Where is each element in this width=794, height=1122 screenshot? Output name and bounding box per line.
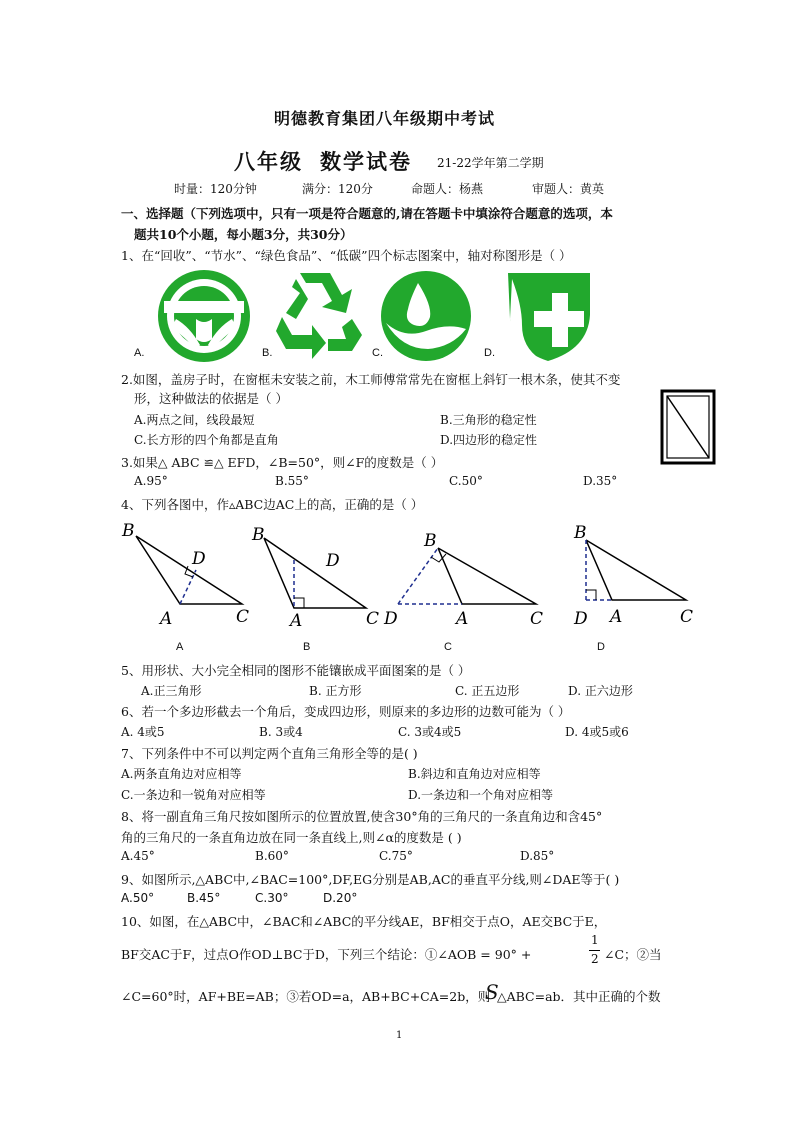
q8-option-c: C.75°: [379, 849, 413, 863]
school-title: 明德教育集团八年级期中考试: [274, 109, 496, 128]
q5-option-d: D. 正六边形: [568, 684, 633, 698]
q5-option-a: A.正三角形: [141, 684, 202, 698]
q4a-point-d: D: [192, 549, 206, 569]
q4d-point-a: A: [610, 607, 623, 627]
q8-text-line2: 角的三角尺的一条直角边放在同一条直线上,则∠α的度数是 ( ): [121, 830, 462, 845]
grade-label: 八年级: [234, 149, 303, 174]
q3-option-b: B.55°: [275, 474, 309, 488]
q4-label-a: A: [176, 641, 184, 653]
q1-text: 1、在“回收”、“节水”、“绿色食品”、“低碳”四个标志图案中，轴对称图形是（ ）: [121, 248, 572, 263]
q4c-point-d: D: [384, 609, 398, 629]
exam-time: 时量：120分钟: [174, 182, 257, 196]
q1-label-b: B.: [262, 347, 273, 359]
page-number: 1: [396, 1030, 403, 1041]
q6-option-d: D. 4或5或6: [565, 725, 629, 739]
q7-option-c: C.一条边和一锐角对应相等: [121, 788, 266, 802]
q6-option-a: A. 4或5: [121, 725, 165, 739]
q5-text: 5、用形状、大小完全相同的图形不能镶嵌成平面图案的是（ ）: [121, 663, 471, 678]
q4-figure-c: [383, 531, 543, 629]
q4-triangles-figure: [118, 520, 718, 660]
subject-label: 数学试卷: [320, 149, 412, 174]
q10-text-line2b: ∠C；②当: [604, 947, 662, 962]
q4a-point-a: A: [160, 609, 173, 629]
q10-fraction-denominator: 2: [591, 952, 599, 966]
q4c-point-c: C: [530, 609, 544, 629]
q2-option-c: C.长方形的四个角都是直角: [134, 433, 279, 447]
q8-option-a: A.45°: [121, 849, 155, 863]
exam-score: 满分：120分: [302, 182, 373, 196]
q2-text-line1: 2.如图，盖房子时，在窗框未安装之前，木工师傅常常先在窗框上斜钉一根木条，使其不变: [121, 372, 621, 387]
q10-fraction-bar: [589, 950, 600, 951]
q10-text-line2a: BF交AC于F，过点O作OD⊥BC于D，下列三个结论：①∠AOB = 90° +: [121, 947, 532, 962]
water-saving-logo-icon: [381, 271, 471, 361]
q3-option-d: D.35°: [583, 474, 618, 488]
q10-text-line3b: △ABC=ab．其中正确的个数: [497, 989, 661, 1004]
q7-option-a: A.两条直角边对应相等: [121, 767, 242, 781]
q6-option-b: B. 3或4: [259, 725, 303, 739]
window-frame-figure: [660, 389, 720, 469]
q7-text: 7、下列条件中不可以判定两个直角三角形全等的是( ): [121, 746, 418, 761]
q5-option-c: C. 正五边形: [455, 684, 520, 698]
q8-option-b: B.60°: [255, 849, 289, 863]
q7-option-d: D.一条边和一个角对应相等: [408, 788, 554, 802]
q4c-point-a: A: [456, 609, 469, 629]
term-label: 21-22学年第二学期: [437, 156, 544, 170]
q2-option-b: B.三角形的稳定性: [440, 413, 537, 427]
q4-figure-a: [121, 521, 249, 629]
q10-text-line3a: ∠C=60°时，AF+BE=AB；③若OD=a，AB+BC+CA=2b，则: [121, 989, 491, 1004]
q9-option-a: A.50°: [121, 891, 155, 905]
q6-option-c: C. 3或4或5: [398, 725, 462, 739]
q6-text: 6、若一个多边形截去一个角后，变成四边形，则原来的多边形的边数可能为（ ）: [121, 704, 571, 719]
q8-text-line1: 8、将一副直角三角尺按如图所示的位置放置,使含30°角的三角尺的一条直角边和含45°: [121, 809, 603, 824]
q4-label-d: D: [597, 641, 605, 653]
q4b-point-a: A: [290, 611, 303, 631]
q2-option-a: A.两点之间，线段最短: [134, 413, 255, 427]
q4d-point-d: D: [574, 609, 588, 629]
exam-reviewer: 审题人：黄英: [532, 182, 605, 196]
q4-label-b: B: [303, 641, 311, 653]
q4d-point-b: B: [574, 523, 587, 543]
q4-figure-d: [573, 523, 693, 629]
q8-option-d: D.85°: [520, 849, 555, 863]
q4d-point-c: C: [680, 607, 694, 627]
q9-option-c: C.30°: [255, 891, 289, 905]
q1-label-c: C.: [372, 347, 383, 359]
q1-logos: [0, 265, 794, 385]
q10-text-line1: 10、如图，在△ABC中，∠BAC和∠ABC的平分线AE，BF相交于点O，AE交BC于E，: [121, 914, 607, 929]
q4a-point-c: C: [236, 607, 250, 627]
q4b-point-b: B: [252, 525, 265, 545]
q3-option-a: A.95°: [134, 474, 168, 488]
section-heading-line2: 题共10个小题，每小题3分，共30分）: [134, 227, 353, 242]
low-carbon-logo-icon: [508, 273, 590, 361]
q9-option-d: D.20°: [323, 891, 358, 905]
q4b-point-d: D: [326, 551, 340, 571]
green-food-logo-icon: [158, 270, 250, 362]
q5-option-b: B. 正方形: [309, 684, 362, 698]
q3-text: 3.如果△ ABC ≌△ EFD，∠B=50°，则∠F的度数是（ ）: [121, 455, 444, 470]
q9-option-b: B.45°: [187, 891, 221, 905]
q4-figure-b: [251, 525, 379, 631]
q10-fraction-numerator: 1: [591, 933, 599, 947]
exam-author: 命题人：杨燕: [411, 182, 484, 196]
q3-option-c: C.50°: [449, 474, 483, 488]
q10-area-symbol: S: [485, 980, 499, 1004]
recycle-logo-icon: [276, 273, 362, 359]
q4c-point-b: B: [424, 531, 437, 551]
section-heading-line1: 一、选择题（下列选项中，只有一项是符合题意的,请在答题卡中填涂符合题意的选项，本: [121, 206, 613, 221]
q4a-point-b: B: [122, 521, 135, 541]
q4b-point-c: C: [366, 609, 380, 629]
q2-text-line2: 形，这种做法的依据是（ ）: [134, 391, 288, 406]
q7-option-b: B.斜边和直角边对应相等: [408, 767, 541, 781]
q1-label-d: D.: [484, 347, 495, 359]
q9-text: 9、如图所示,△ABC中,∠BAC=100°,DF,EG分别是AB,AC的垂直平分线,则∠DAE等于( ): [121, 872, 620, 887]
q4-label-c: C: [444, 641, 452, 653]
q4-text: 4、下列各图中，作▵ABC边AC上的高，正确的是（ ）: [121, 497, 424, 512]
q2-option-d: D.四边形的稳定性: [440, 433, 538, 447]
q1-label-a: A.: [134, 347, 145, 359]
